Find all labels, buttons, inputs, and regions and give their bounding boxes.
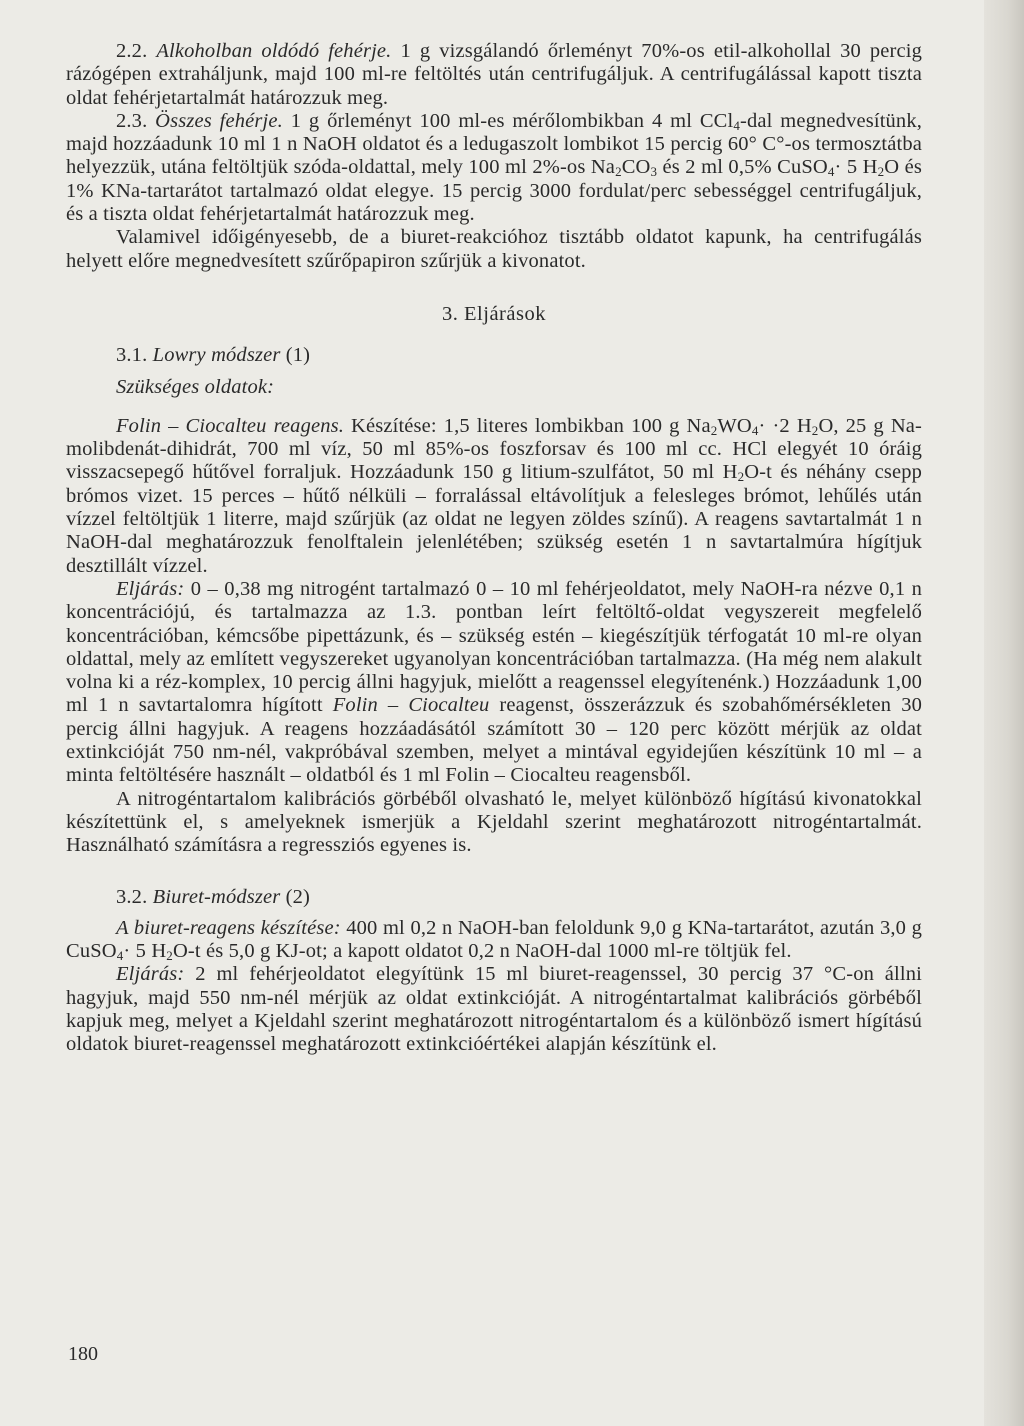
biuret-reagent-title: A biuret-reagens készítése:	[116, 916, 341, 939]
subscript: 2	[710, 422, 718, 438]
section-3-1-title: Lowry módszer	[152, 344, 281, 367]
biuret-reagent-text-b: · 5 H	[123, 940, 167, 963]
folin-text-c: · ·2 H	[758, 414, 812, 437]
calibration-paragraph: A nitrogéntartalom kalibrációs görbéből olvasható le, melyet különböző hígítású kivonatokkal készítettünk el, s amelyeknek ismerjük a Kjeldahl szerint meghatározott nitrogéntartalmát. Használható számításra a regressziós egyenes is.	[66, 787, 922, 857]
section-2-3-text-f: O és 1% KNa-tartarátot tartalmazó oldat elegye. 15 percig 3000 fordulat/perc sebességgel centrifugáljuk, és a tiszta oldat fehérjetartalmát határozzuk meg.	[66, 156, 923, 226]
section-3-2-heading	[116, 886, 922, 909]
folin-paragraph	[66, 415, 922, 578]
biuret-reagent-paragraph	[66, 917, 922, 964]
section-3-1-heading	[116, 344, 922, 367]
section-2-3-text-d: és 2 ml 0,5% CuSO	[657, 156, 828, 179]
folin-title: Folin – Ciocalteu reagens.	[116, 414, 345, 437]
biuret-eljaras-title: Eljárás:	[116, 963, 185, 986]
eljaras-paragraph	[66, 578, 922, 788]
biuret-eljaras-text: 2 ml fehérjeoldatot elegyítünk 15 ml biuret-reagenssel, 30 percig 37 °C-on állni hagyjuk, majd 550 nm-nél mérjük az oldat extinkcióját. A nitrogéntartalmat kalibrációs görbéből kapjuk meg, melyet a Kjeldahl szerint meghatározott nitrogéntartalom és a különböző ismert hígítású oldatok biuret-reagenssel meghatározott extinkcióértékei alapján készítünk el.	[66, 963, 922, 1056]
needed-solutions-heading: Szükséges oldatok:	[116, 375, 275, 398]
eljaras-italic: Folin – Ciocalteu	[332, 694, 490, 717]
biuret-reagent-text-a: 400 ml 0,2 n NaOH-ban feloldunk 9,0 g KNa-tartarátot, azután 3,0 g CuSO	[66, 916, 922, 963]
biuret-reagent-text-c: O-t és 5,0 g KJ-ot; a kapott oldatot 0,2 n NaOH-dal 1000 ml-re töltjük fel.	[172, 940, 792, 963]
section-2-2-label: 2.2.	[116, 40, 148, 62]
subscript: 4	[827, 164, 835, 180]
section-2-3-label: 2.3.	[116, 109, 148, 132]
subscript: 4	[116, 948, 124, 964]
folin-text-b: WO	[717, 414, 752, 437]
subscript: 3	[650, 164, 658, 180]
section-2-3-paragraph	[66, 110, 922, 226]
section-3-2-label: 3.2.	[116, 885, 148, 908]
folin-text-e: O-t és néhány csepp brómos vizet. 15 perces – hűtő nélküli – forralással eltávolítjuk a felesleges brómot, lehűlés után vízzel feltöltjük 1 literre, majd szűrjük (az oldat ne legyen zöldes színű). A reagens savtartalmát 1 n NaOH-dal meghatározzuk fenolftalein jelenlétében; szükség esetén 1 n savtartalmúra hígítjuk desztillált vízzel.	[66, 461, 922, 577]
subscript: 4	[733, 117, 741, 133]
subscript: 4	[751, 422, 759, 438]
section-2-3-text-c: CO	[621, 156, 651, 179]
section-2-3-text-b: -dal megnedvesítünk, majd hozzáadunk 10 ml 1 n NaOH oldatot és a ledugaszolt lombikot 15 percig 60° C°-os termosztátba helyezzük, utána feltöltjük szóda-oldattal, mely 100 ml 2%-os Na	[66, 109, 923, 179]
section-2-3-text-a: 1 g őrleményt 100 ml-es mérőlombikban 4 ml CCl	[290, 109, 734, 132]
section-3-2-title: Biuret-módszer	[152, 885, 281, 908]
eljaras-text-b: reagenst, összerázzuk és szobahőmérsékleten 30 percig állni hagyjuk. A reagens hozzáadásától számított 30 – 120 perc között mérjük az oldat extinkcióját 750 nm-nél, vakpróbával szemben, melyet a mintával egyidejűen készítünk 10 ml – a minta feltöltésére használt – oldatból és 1 ml Folin – Ciocalteu reagensből.	[66, 694, 923, 787]
subscript: 2	[811, 422, 819, 438]
section-3-heading: 3. Eljárások	[442, 302, 546, 325]
biuret-eljaras-paragraph	[66, 963, 922, 1056]
eljaras-title: Eljárás:	[116, 577, 185, 600]
section-2-2-text: 1 g vizsgálandó őrleményt 70%-os etil-alkohollal 30 percig rázógépen extraháljunk, majd 100 ml-re feltöltés után centrifugáljuk. A centrifugálással kapott tiszta oldat fehérjetartalmát határozzuk meg.	[66, 40, 922, 109]
page-number: 180	[68, 1343, 98, 1365]
subscript: 2	[166, 948, 173, 964]
page-edge	[984, 0, 1024, 1426]
section-3-1-ref: (1)	[285, 344, 311, 367]
folin-text-a: Készítése: 1,5 literes lombikban 100 g Na	[344, 414, 711, 437]
folin-text-d: O, 25 g Na-molibdenát-dihidrát, 700 ml víz, 50 ml 85%-os foszforsav és 100 ml cc. HCl elegyét 10 óráig visszacsepegő hűtővel forraljuk. Hozzáadunk 150 g litium-szulfátot, 50 ml H	[66, 414, 922, 484]
subscript: 2	[615, 164, 622, 180]
section-3-2-ref: (2)	[285, 885, 311, 908]
subscript: 2	[737, 469, 745, 485]
subscript: 2	[877, 164, 885, 180]
section-3-1-label: 3.1.	[116, 344, 148, 367]
section-2-2-title: Alkoholban oldódó fehérje.	[156, 40, 392, 62]
section-2-3-text-e: · 5 H	[834, 156, 878, 179]
document-body	[66, 40, 922, 1057]
section-2-3-title: Összes fehérje.	[155, 109, 283, 132]
section-2-2-paragraph	[66, 40, 922, 110]
section-2-3-paragraph-2: Valamivel időigényesebb, de a biuret-reakcióhoz tisztább oldatot kapunk, ha centrifugálás helyett előre megnedvesített szűrőpapiron szűrjük a kivonatot.	[66, 226, 922, 272]
eljaras-text-a: 0 – 0,38 mg nitrogént tartalmazó 0 – 10 ml fehérjeoldatot, mely NaOH-ra nézve 0,1 n koncentrációjú, és tartalmazza az 1.3. pontban leírt feltöltő-oldat vegyszereit megfelelő koncentrációban, kémcsőbe pipettázunk, és – szükség estén – kiegészítjük térfogatát 10 ml-re olyan oldattal, mely az említett vegyszereket ugyanolyan koncentrációban tartalmazza. (Ha még nem alakult volna ki a réz-komplex, 10 percig állni hagyjuk, mielőtt a reagenssel elegyítenénk.) Hozzáadunk 1,00 ml 1 n savtartalomra hígított	[66, 577, 922, 717]
